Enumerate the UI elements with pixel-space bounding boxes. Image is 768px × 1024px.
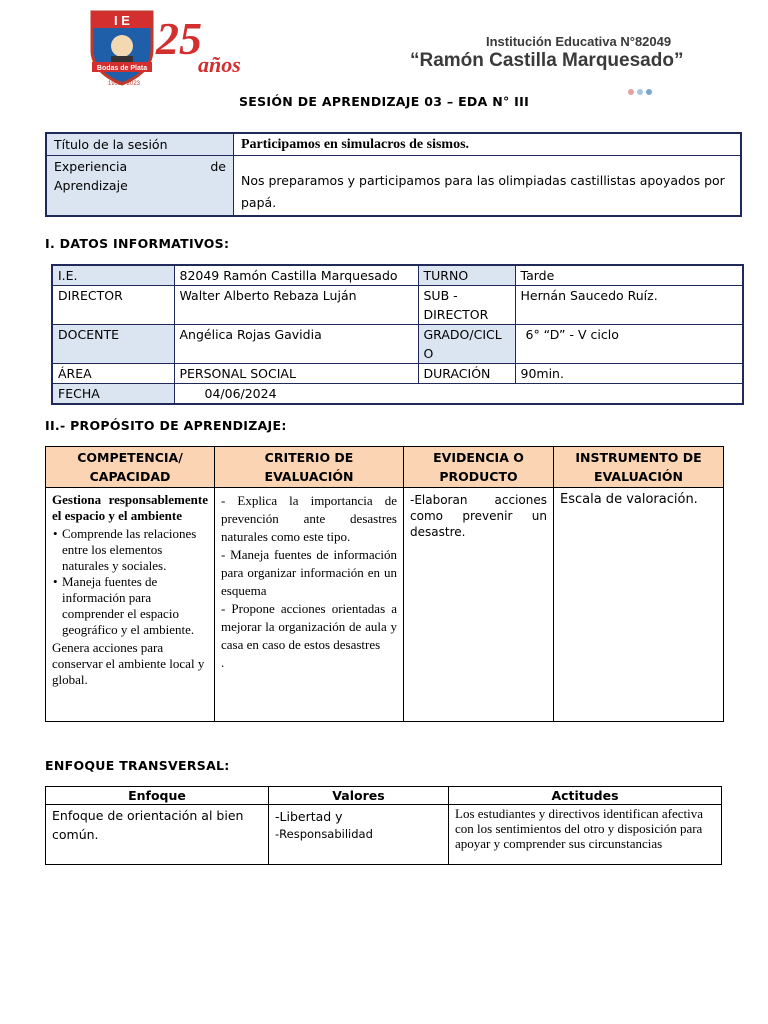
director-value: Walter Alberto Rebaza Luján (174, 286, 418, 325)
table-header-row (46, 787, 722, 805)
institution-name: Institución Educativa N°82049 (486, 34, 672, 49)
logo-years-text: 1998 - 2023 (107, 81, 141, 87)
subdirector-label: SUB - DIRECTOR (418, 286, 515, 325)
criterio-item: - Maneja fuentes de información para organizar información en un esquema (221, 547, 397, 598)
logo-ribbon-text: Bodas de Plata (96, 65, 148, 72)
actitudes-value: Los estudiantes y directivos identifican afectiva con los sentimientos del otro y disposición para apoyar y comprender sus circunstancias (449, 805, 722, 865)
datos-table (51, 264, 744, 405)
table-row (46, 133, 741, 156)
experience-value: Nos preparamos y participamos para las olimpiadas castillistas apoyados por papá. (234, 156, 742, 217)
header-instrumento: INSTRUMENTO DE EVALUACIÓN (554, 447, 724, 488)
table-row (52, 265, 743, 286)
valores-cell (269, 805, 449, 865)
table-row (52, 364, 743, 384)
header-enfoque: Enfoque (46, 787, 269, 805)
logo-25-text: 25 (156, 13, 202, 64)
evidencia-cell: -Elaboran acciones como prevenir un desastre. (404, 488, 554, 722)
enfoque-heading: ENFOQUE TRANSVERSAL: (45, 758, 230, 773)
turno-label: TURNO (418, 265, 515, 286)
table-header-row (46, 447, 724, 488)
instrumento-cell: Escala de valoración. (554, 488, 724, 722)
docente-value: Angélica Rojas Gavidia (174, 325, 418, 364)
header-valores: Valores (269, 787, 449, 805)
title-value: Participamos en simulacros de sismos. (234, 133, 742, 156)
school-logo (86, 6, 246, 88)
header-competencia: COMPETENCIA/ CAPACIDAD (46, 447, 215, 488)
experience-label-c: Aprendizaje (54, 178, 128, 193)
experience-label-b: de (210, 159, 226, 174)
competencia-cell (46, 488, 215, 722)
ie-value: 82049 Ramón Castilla Marquesado (174, 265, 418, 286)
enfoque-table (45, 786, 722, 865)
grado-label: GRADO/CICLO (418, 325, 515, 364)
criterio-item: - Explica la importancia de prevención ante desastres naturales como este tipo. (221, 493, 397, 544)
list-item: • Comprende las relaciones entre los elementos naturales y sociales. (62, 526, 208, 574)
session-title-table (45, 132, 742, 217)
criterio-item: . (221, 655, 225, 670)
criterio-cell (215, 488, 404, 722)
table-row (46, 805, 722, 865)
header-actitudes: Actitudes (449, 787, 722, 805)
duracion-value: 90min. (515, 364, 743, 384)
logo-anos-text: años (198, 52, 241, 77)
enfoque-value: Enfoque de orientación al bien común. (46, 805, 269, 865)
area-label: ÁREA (52, 364, 174, 384)
proposito-table (45, 446, 724, 722)
ie-label: I.E. (52, 265, 174, 286)
fecha-label: FECHA (52, 384, 174, 405)
capacidades-list (52, 526, 208, 638)
table-row (52, 286, 743, 325)
experience-label (46, 156, 234, 217)
table-row (46, 488, 724, 722)
turno-value: Tarde (515, 265, 743, 286)
criterio-item: - Propone acciones orientadas a mejorar la organización de aula y casa en caso de estos desastres (221, 601, 397, 652)
institution-title: “Ramón Castilla Marquesado” (410, 50, 684, 71)
table-row (46, 156, 741, 217)
valor-item: -Libertad y (275, 809, 343, 824)
subdirector-value: Hernán Saucedo Ruíz. (515, 286, 743, 325)
datos-heading: I. DATOS INFORMATIVOS: (45, 236, 230, 251)
table-row (52, 384, 743, 405)
logo-ie-text: I E (114, 13, 130, 28)
title-label: Título de la sesión (46, 133, 234, 156)
fecha-value: 04/06/2024 (174, 384, 743, 405)
session-title: SESIÓN DE APRENDIZAJE 03 – EDA N° III (238, 94, 530, 109)
proposito-heading: II.- PROPÓSITO DE APRENDIZAJE: (45, 418, 287, 433)
docente-label: DOCENTE (52, 325, 174, 364)
table-row (52, 325, 743, 364)
area-value: PERSONAL SOCIAL (174, 364, 418, 384)
valor-item: -Responsabilidad (275, 827, 373, 841)
list-item: • Maneja fuentes de información para comprender el espacio geográfico y el ambiente. (62, 574, 208, 638)
duracion-label: DURACIÓN (418, 364, 515, 384)
decorative-dots (628, 80, 668, 90)
competencia-title: Gestiona responsablemente el espacio y el ambiente (52, 492, 208, 523)
header-criterio: CRITERIO DE EVALUACIÓN (215, 447, 404, 488)
experience-label-a: Experiencia (54, 159, 128, 174)
grado-value: 6° “D” - V ciclo (515, 325, 743, 364)
header-evidencia: EVIDENCIA O PRODUCTO (404, 447, 554, 488)
capacidad-extra: Genera acciones para conservar el ambiente local y global. (52, 640, 205, 687)
director-label: DIRECTOR (52, 286, 174, 325)
